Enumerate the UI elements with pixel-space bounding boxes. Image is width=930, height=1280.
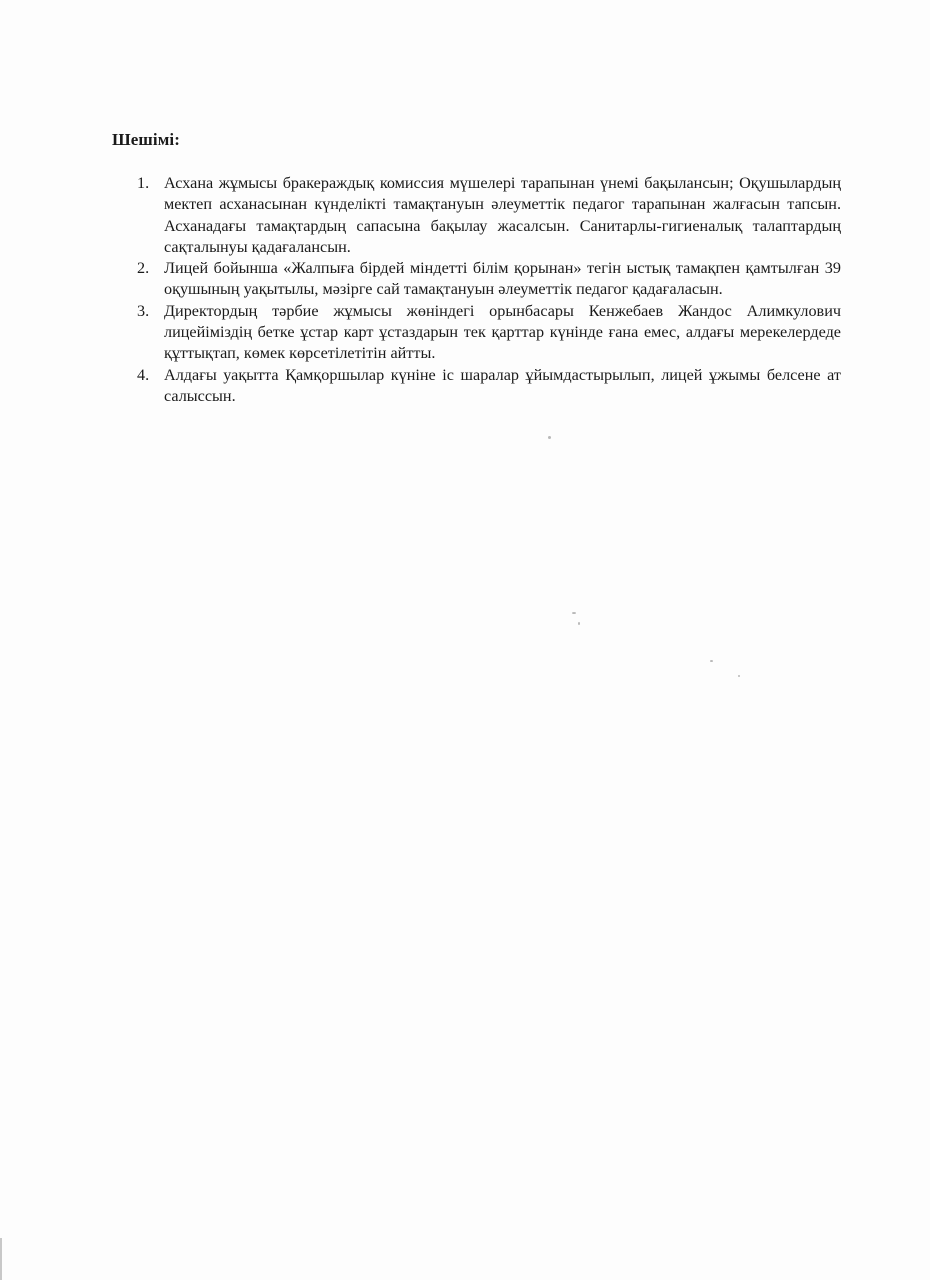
scan-speck	[572, 612, 576, 614]
scan-edge-mark	[0, 1238, 2, 1280]
item-number: 3.	[137, 301, 150, 320]
item-number: 4.	[137, 365, 150, 384]
decision-heading: Шешімі:	[112, 130, 180, 149]
scan-speck	[710, 660, 713, 662]
list-item	[137, 173, 841, 258]
scan-speck	[548, 436, 551, 439]
list-item	[137, 258, 841, 301]
item-text: Асхана жұмысы бракераждық комиссия мүшелері тарапынан үнемі бақылансын; Оқушылардың мектеп асханасынан күнделікті тамақтануын әлеуметтік педагог тарапынан жалғасын тапсын. Асханадағы тамақтардың сапасына бақылау жасалсын. Санитарлы-гигиеналық талаптардың сақталынуы қадағалансын.	[164, 174, 841, 256]
scan-speck	[578, 622, 580, 625]
list-item	[137, 365, 841, 408]
item-number: 1.	[137, 174, 150, 192]
list-item	[137, 301, 841, 365]
item-text: Лицей бойынша «Жалпыға бірдей міндетті білім қорынан» тегін ыстық тамақпен қамтылған 39 оқушының уақытылы, мәзірге сай тамақтануын әлеуметтік педагог қадағаласын.	[164, 259, 841, 299]
item-number: 2.	[137, 259, 150, 278]
item-text: Директордың тәрбие жұмысы жөніндегі орынбасары Кенжебаев Жандос Алимкулович лицейіміздің бетке ұстар карт ұстаздарын тек қарттар күнінде ғана емес, алдағы мерекелердеде құттықтап, көмек көрсетілетітін айтты.	[164, 301, 841, 363]
decision-list	[137, 173, 841, 407]
scan-speck	[738, 675, 740, 677]
item-text: Алдағы уақытта Қамқоршылар күніне іс шаралар ұйымдастырылып, лицей ұжымы белсене ат салыссын.	[164, 365, 841, 405]
